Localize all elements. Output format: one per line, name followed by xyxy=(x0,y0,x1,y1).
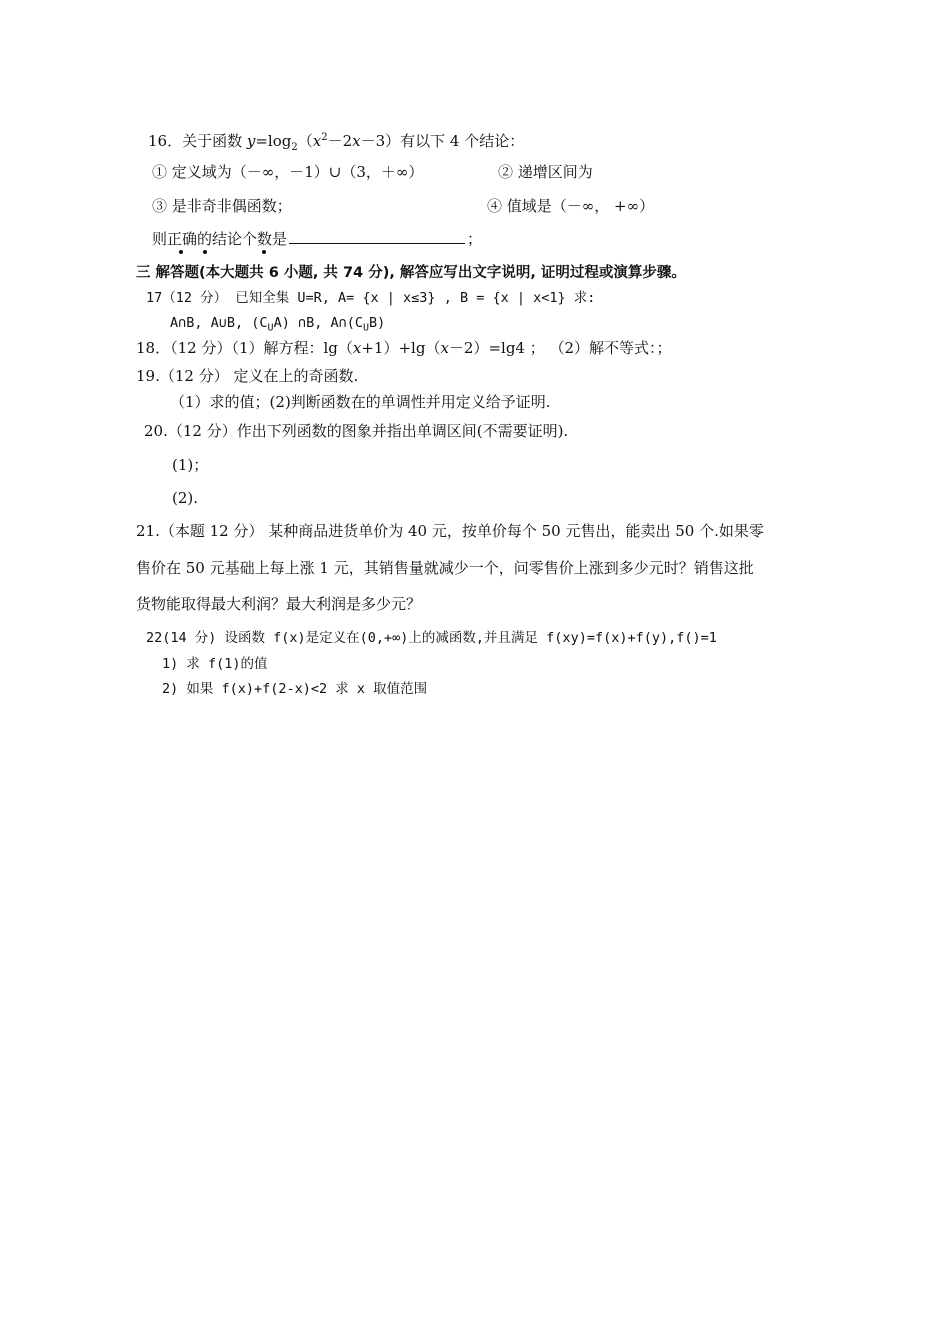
q18-line: 18．（12 分）（1）解方程：lg（x+1）+lg（x－2）=lg4 ； （2）解不等式：； xyxy=(136,339,672,357)
q22-line-2: 1) 求 f(1)的值 xyxy=(162,656,268,672)
q22-line-1: 22(14 分) 设函数 f(x)是定义在(0,+∞)上的减函数,并且满足 f(xy)=f(x)+f(y),f()=1 xyxy=(146,630,717,646)
emphasis-dot xyxy=(262,250,266,254)
q19-line-1: 19.（12 分） 定义在上的奇函数. xyxy=(136,367,359,385)
q16-option-1: ① 定义域为（－∞，－1）∪（3，＋∞） xyxy=(152,163,424,181)
q17-line-1: 17（12 分） 已知全集 U=R, A= {x | x≤3} , B = {x | x<1} 求: xyxy=(146,290,596,306)
q17-line-2: A∩B, A∪B, $(C_UA)$ ∩B, $A\cap(C_UB)$ xyxy=(170,315,386,334)
q20-item-2: (2). xyxy=(172,489,199,507)
q21-line-2: 售价在 50 元基础上每上涨 1 元，其销售量就减少一个，问零售价上涨到多少元时？销售这批 xyxy=(136,559,754,577)
q20-item-1: (1)； xyxy=(172,456,209,474)
section-heading: 三 解答题(本大题共 6 小题, 共 74 分), 解答应写出文字说明, 证明过程或演算步骤。 xyxy=(136,265,686,281)
q16-option-3: ③ 是非奇非偶函数； xyxy=(152,197,292,215)
q19-line-2: （1）求的值；(2)判断函数在的单调性并用定义给予证明. xyxy=(170,393,551,411)
q16-option-4: ④ 值域是（－∞， +∞） xyxy=(487,197,655,215)
emphasis-dot xyxy=(179,250,183,254)
q21-line-1: 21.（本题 12 分） 某种商品进货单价为 40 元，按单价每个 50 元售出，能卖出 50 个.如果零 xyxy=(136,522,764,540)
answer-blank xyxy=(289,229,465,244)
q16-heading: 16．关于函数 $y=\log_2(x^2-2x-3)$有以下 4 个结论： xyxy=(148,132,525,153)
q22-line-3: 2) 如果 f(x)+f(2-x)<2 求 x 取值范围 xyxy=(162,681,428,697)
q21-line-3: 货物能取得最大利润？最大利润是多少元？ xyxy=(136,595,422,613)
q20-line-1: 20.（12 分）作出下列函数的图象并指出单调区间(不需要证明). xyxy=(144,422,569,440)
q16-question: 则正确的结论个数是 ； xyxy=(152,230,483,248)
emphasis-dot xyxy=(203,250,207,254)
q16-option-2: ② 递增区间为 xyxy=(498,163,593,181)
